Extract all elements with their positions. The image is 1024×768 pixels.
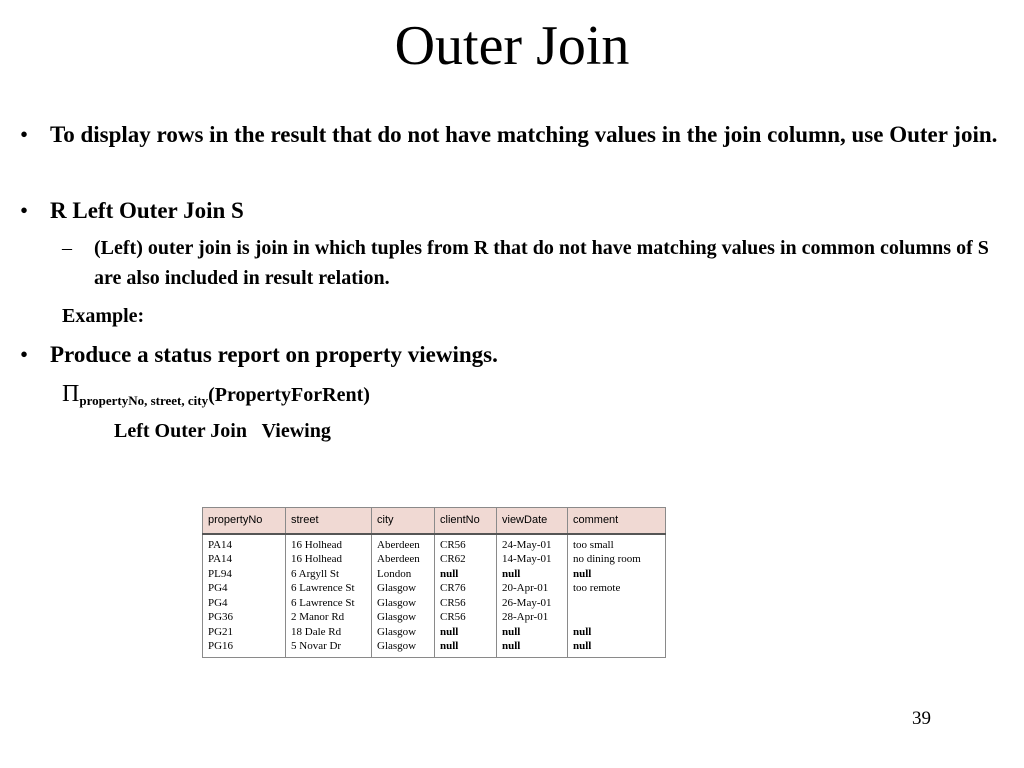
null-cell: null — [435, 639, 497, 657]
cell: 24-May-01 — [497, 534, 568, 553]
cell: 5 Novar Dr — [286, 639, 372, 657]
bullet-glyph: • — [20, 198, 29, 223]
cell — [568, 596, 666, 611]
page-number: 39 — [912, 708, 931, 729]
result-table — [202, 507, 666, 658]
null-cell: null — [568, 625, 666, 640]
cell: CR76 — [435, 581, 497, 596]
cell: 14-May-01 — [497, 552, 568, 567]
column-header: comment — [568, 508, 666, 534]
cell: 6 Lawrence St — [286, 581, 372, 596]
cell: too remote — [568, 581, 666, 596]
table-row — [203, 534, 666, 553]
projection-expression — [62, 380, 370, 415]
table-row — [203, 639, 666, 657]
cell: PA14 — [203, 534, 286, 553]
cell: Glasgow — [372, 625, 435, 640]
cell: Glasgow — [372, 639, 435, 657]
bullet-text: R Left Outer Join S — [50, 198, 244, 223]
cell: PG21 — [203, 625, 286, 640]
cell — [568, 610, 666, 625]
cell: no dining room — [568, 552, 666, 567]
cell: CR56 — [435, 610, 497, 625]
cell: PG4 — [203, 596, 286, 611]
table-row — [203, 567, 666, 582]
cell: Glasgow — [372, 610, 435, 625]
null-cell: null — [497, 567, 568, 582]
cell: 20-Apr-01 — [497, 581, 568, 596]
table-row — [203, 581, 666, 596]
column-header: city — [372, 508, 435, 534]
bullet-glyph: • — [20, 122, 29, 147]
cell: 18 Dale Rd — [286, 625, 372, 640]
table-header-row — [203, 508, 666, 534]
null-cell: null — [497, 625, 568, 640]
bullet-text: To display rows in the result that do not have matching values in the join column, use Outer join. — [50, 122, 998, 147]
join-line: Left Outer Join Viewing — [114, 420, 331, 442]
cell: 26-May-01 — [497, 596, 568, 611]
null-cell: null — [568, 567, 666, 582]
table-row — [203, 596, 666, 611]
cell: Glasgow — [372, 581, 435, 596]
cell: 6 Argyll St — [286, 567, 372, 582]
column-header: viewDate — [497, 508, 568, 534]
cell: Aberdeen — [372, 552, 435, 567]
null-cell: null — [435, 625, 497, 640]
cell: 6 Lawrence St — [286, 596, 372, 611]
cell: CR56 — [435, 534, 497, 553]
table-row — [203, 625, 666, 640]
slide-title: Outer Join — [394, 15, 630, 77]
cell: 28-Apr-01 — [497, 610, 568, 625]
cell: 16 Holhead — [286, 552, 372, 567]
column-header: clientNo — [435, 508, 497, 534]
cell: PG4 — [203, 581, 286, 596]
cell: 2 Manor Rd — [286, 610, 372, 625]
example-label: Example: — [62, 305, 145, 327]
cell: Aberdeen — [372, 534, 435, 553]
column-header: propertyNo — [203, 508, 286, 534]
null-cell: null — [497, 639, 568, 657]
cell: too small — [568, 534, 666, 553]
cell: PA14 — [203, 552, 286, 567]
cell: PL94 — [203, 567, 286, 582]
cell: PG36 — [203, 610, 286, 625]
null-cell: null — [568, 639, 666, 657]
cell: CR56 — [435, 596, 497, 611]
cell: 16 Holhead — [286, 534, 372, 553]
sub-bullet-text: (Left) outer join is join in which tuples from R that do not have matching values in common columns of S are also included in result relation. — [94, 237, 989, 289]
dash-glyph: – — [62, 237, 72, 259]
bullet-text: Produce a status report on property viewings. — [50, 342, 498, 367]
cell: PG16 — [203, 639, 286, 657]
projection-attributes: propertyNo, street, city — [79, 393, 209, 408]
column-header: street — [286, 508, 372, 534]
projection-relation: (PropertyForRent) — [208, 384, 370, 406]
table-row — [203, 552, 666, 567]
pi-symbol: Π — [62, 381, 80, 407]
null-cell: null — [435, 567, 497, 582]
cell: London — [372, 567, 435, 582]
cell: CR62 — [435, 552, 497, 567]
bullet-glyph: • — [20, 342, 29, 367]
cell: Glasgow — [372, 596, 435, 611]
table-row — [203, 610, 666, 625]
